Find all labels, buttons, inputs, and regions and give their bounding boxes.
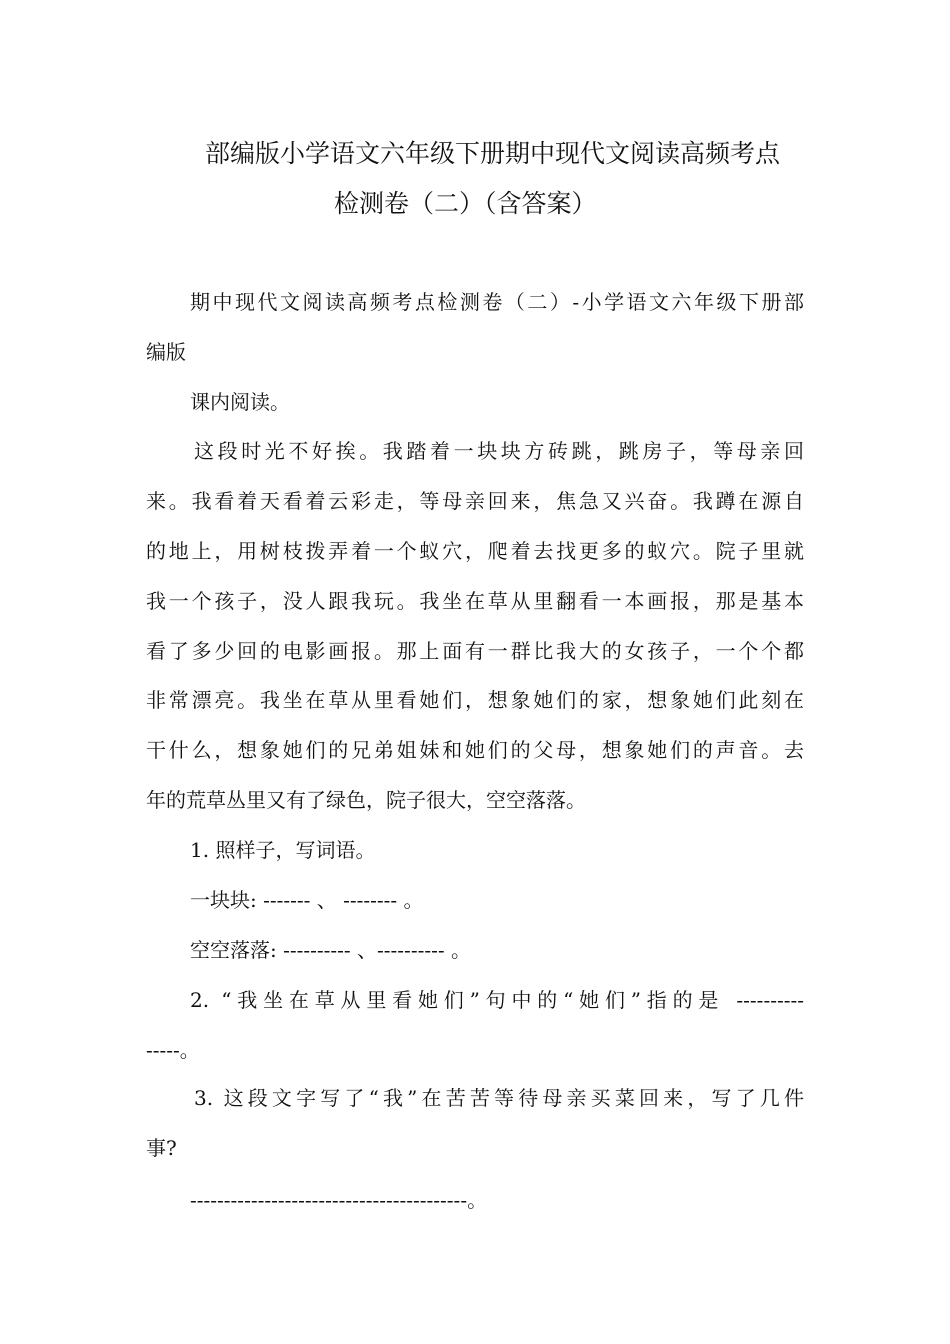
subtitle-line-1: 期中现代文阅读高频考点检测卷（二）-小学语文六年级下册部	[190, 290, 804, 314]
question-2-line-1: 2. “我坐在草从里看她们”句中的“她们”指的是 ----------	[190, 988, 804, 1012]
passage-line: 的地上，用树枝拨弄着一个蚁穴，爬着去找更多的蚁穴。院子里就	[146, 539, 804, 563]
passage-line: 这段时光不好挨。我踏着一块块方砖跳，跳房子，等母亲回	[194, 439, 804, 463]
passage-line: 非常漂亮。我坐在草从里看她们，想象她们的家，想象她们此刻在	[146, 688, 804, 712]
question-3-line-2: 事?	[146, 1136, 177, 1160]
question-3-answer-line: -----------------------------------------。	[190, 1188, 488, 1212]
passage-line: 我一个孩子，没人跟我玩。我坐在草从里翻看一本画报，那是基本	[146, 589, 804, 613]
question-3-line-1: 3. 这段文字写了“我”在苦苦等待母亲买菜回来，写了几件	[194, 1086, 804, 1110]
subtitle-line-2: 编版	[146, 340, 186, 364]
passage-line: 看了多少回的电影画报。那上面有一群比我大的女孩子，一个个都	[146, 639, 804, 663]
document-title-line-2: 检测卷（二）（含答案）	[334, 189, 597, 218]
passage-line: 干什么，想象她们的兄弟姐妹和她们的父母，想象她们的声音。去	[146, 738, 804, 762]
question-1-line-b: 空空落落: ---------- 、---------- 。	[190, 938, 471, 962]
passage-line: 来。我看着天看着云彩走，等母亲回来，焦急又兴奋。我蹲在源自	[146, 489, 804, 513]
question-1-prompt: 1. 照样子，写词语。	[190, 838, 376, 862]
document-title-line-1: 部编版小学语文六年级下册期中现代文阅读高频考点	[205, 139, 781, 168]
question-1-line-a: 一块块: ------- 、 -------- 。	[190, 888, 424, 912]
passage-line: 年的荒草丛里又有了绿色，院子很大，空空落落。	[146, 788, 586, 812]
question-2-line-2: -----。	[146, 1038, 200, 1062]
section-label: 课内阅读。	[190, 390, 290, 414]
